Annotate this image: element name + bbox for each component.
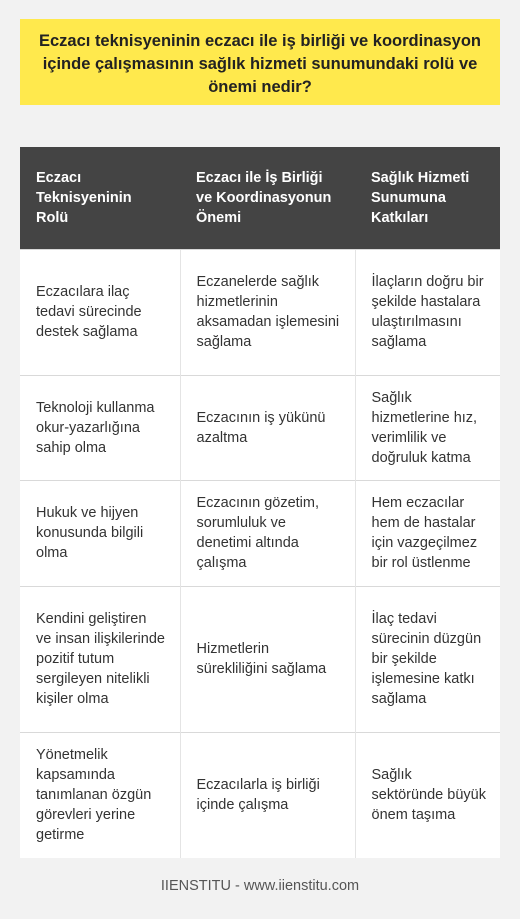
table-row	[20, 480, 500, 586]
page-title: Eczacı teknisyeninin eczacı ile iş birliği ve koordinasyon içinde çalışmasının sağlık hizmeti sunumundaki rolü ve önemi nedir?	[20, 19, 500, 105]
column-header-cooperation: Eczacı ile İş Birliği ve Koordinasyonun Önemi	[180, 147, 355, 249]
column-header-role: Eczacı Teknisyeninin Rolü	[20, 147, 180, 249]
table-cell: Hem eczacılar hem de hastalar için vazgeçilmez bir rol üstlenme	[355, 480, 500, 586]
table-cell: Eczacılara ilaç tedavi sürecinde destek sağlama	[20, 249, 180, 375]
table-row	[20, 375, 500, 480]
table-cell: Eczacılarla iş birliği içinde çalışma	[180, 732, 355, 858]
table-cell: Eczacının gözetim, sorumluluk ve denetimi altında çalışma	[180, 480, 355, 586]
table-cell: Sağlık sektöründe büyük önem taşıma	[355, 732, 500, 858]
table-cell: Eczanelerde sağlık hizmetlerinin aksamadan işlemesini sağlama	[180, 249, 355, 375]
table-row	[20, 586, 500, 732]
table-row	[20, 249, 500, 375]
comparison-table	[20, 147, 500, 858]
table-cell: Hizmetlerin sürekliliğini sağlama	[180, 586, 355, 732]
table-cell: Sağlık hizmetlerine hız, verimlilik ve doğruluk katma	[355, 375, 500, 480]
table-cell: Teknoloji kullanma okur-yazarlığına sahip olma	[20, 375, 180, 480]
table-header-row	[20, 147, 500, 249]
table-cell: Kendini geliştiren ve insan ilişkilerinde pozitif tutum sergileyen nitelikli kişiler olma	[20, 586, 180, 732]
table-row	[20, 732, 500, 858]
column-header-contribution: Sağlık Hizmeti Sunumuna Katkıları	[355, 147, 500, 249]
footer-credit: IIENSTITU - www.iienstitu.com	[160, 878, 360, 894]
table-cell: İlaçların doğru bir şekilde hastalara ulaştırılmasını sağlama	[355, 249, 500, 375]
table-cell: Hukuk ve hijyen konusunda bilgili olma	[20, 480, 180, 586]
table-cell: Yönetmelik kapsamında tanımlanan özgün görevleri yerine getirme	[20, 732, 180, 858]
table-cell: Eczacının iş yükünü azaltma	[180, 375, 355, 480]
table-cell: İlaç tedavi sürecinin düzgün bir şekilde işlemesine katkı sağlama	[355, 586, 500, 732]
